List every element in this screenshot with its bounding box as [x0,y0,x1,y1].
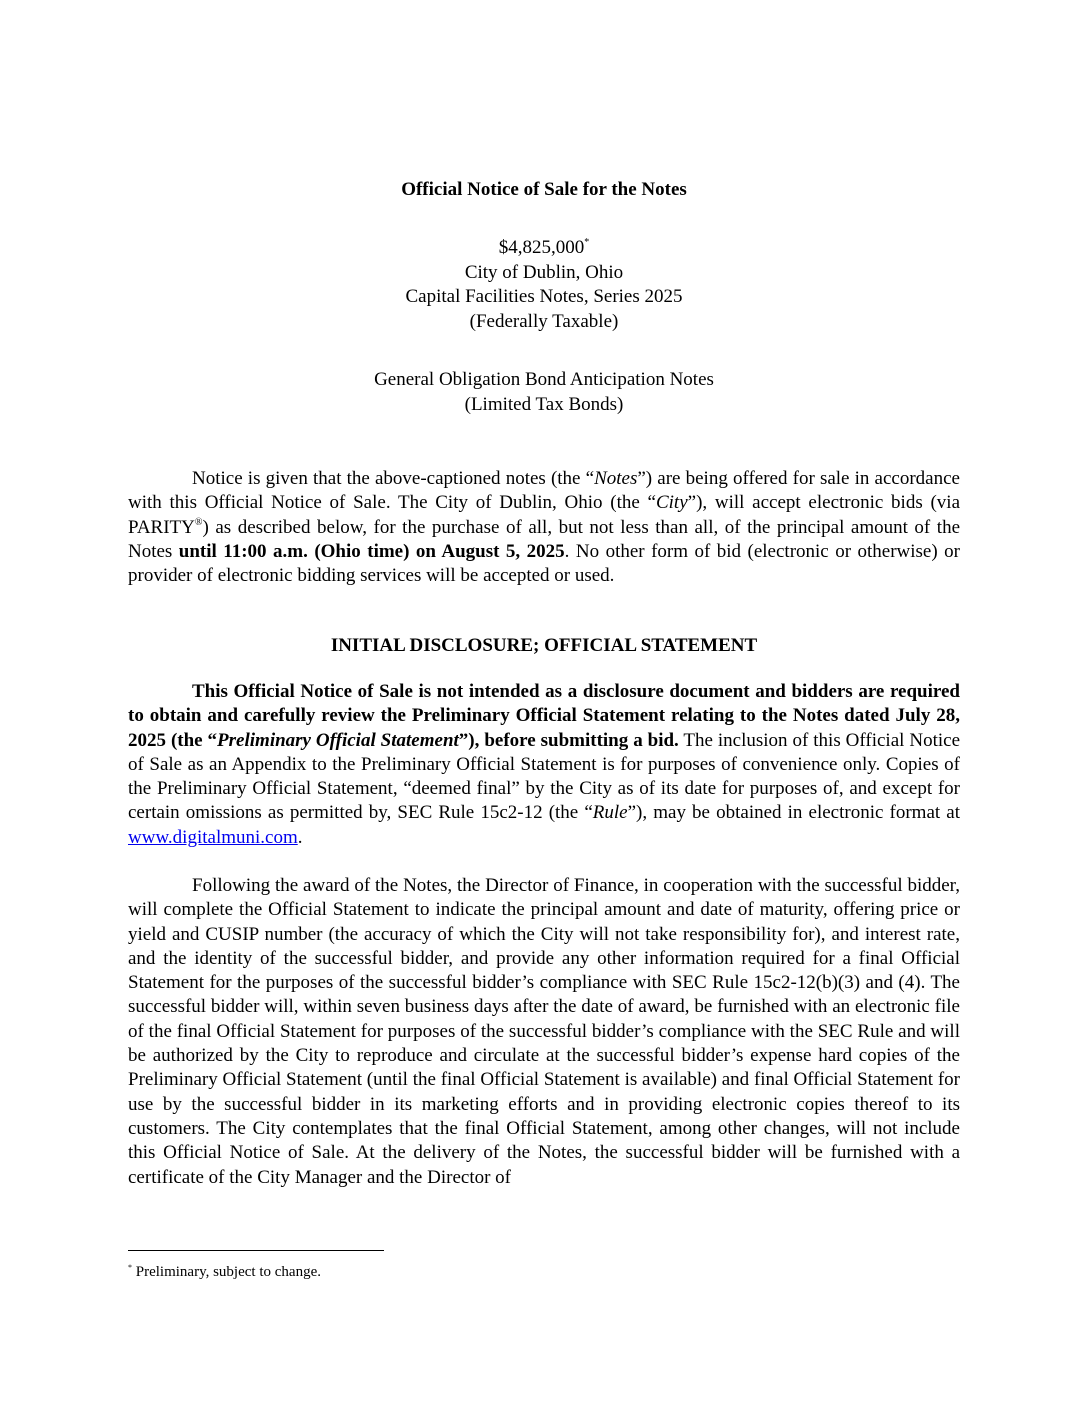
defined-term-rule: Rule [592,802,628,824]
footnote-text: Preliminary, subject to change. [132,1264,321,1280]
caption-issuer: City of Dublin, Ohio [464,261,624,283]
document-title: Official Notice of Sale for the Notes [401,179,687,200]
award-paragraph: Following the award of the Notes, the Director of Finance, in cooperation with the successful bidder, will complete the Official Statement to indicate the principal amount and date of maturity, offering price or yield and CUSIP number (the accuracy of which the City will not take responsibility for), and interest rate, and the identity of the successful bidder, and provide any other information required for a final Official Statement for the purposes of the successful bidder’s compliance with SEC Rule 15c2-12(b)(3) and (4). The successful bidder will, within seven business days after the date of award, be furnished with an electronic file of the final Official Statement for purposes of the successful bidder’s compliance with the SEC Rule and will be authorized by the City to reproduce and circulate at the successful bidder’s expense hard copies of the Preliminary Official Statement (until the final Official Statement is available) and final Official Statement for use by the successful bidder in its marketing efforts and in providing electronic copies thereof to its customers. The City contemplates that the final Official Statement, among other changes, will not include this Official Notice of Sale. At the delivery of the Notes, the successful bidder will be furnished with a certificate of the City Manager and the Director of [128,875,960,1188]
footnote-mark: * [128,1263,132,1272]
caption-type-line2: (Limited Tax Bonds) [464,393,624,415]
caption-tax-status: (Federally Taxable) [469,310,619,332]
notice-paragraph: Notice is given that the above-captioned notes (the “Notes”) are being offered for sale in accordance with this Official Notice of Sale. The City of Dublin, Ohio (the “City”), will accept electronic bids (via PARITY®) as described below, for the purchase of all, but not less than all, of the principal amount of the Notes until 11:00 a.m. (Ohio time) on August 5, 2025. No other form of bid (electronic or otherwise) or provider of electronic bidding services will be accepted or used. [128,468,960,587]
caption-type-line1: General Obligation Bond Anticipation Notes [374,369,714,390]
footnote-separator [128,1250,384,1251]
defined-term-city: City [655,492,688,514]
registered-mark: ® [194,516,203,528]
note-type-caption [128,368,960,417]
note-caption [128,236,960,334]
defined-term-notes: Notes [594,468,638,489]
caption-amount: $4,825,000* [498,237,590,258]
preliminary-asterisk: * [584,237,590,248]
bid-deadline: until 11:00 a.m. (Ohio time) on August 5, 2025 [178,540,565,562]
digitalmuni-link[interactable]: www.digitalmuni.com [128,826,298,848]
caption-series: Capital Facilities Notes, Series 2025 [405,286,683,307]
footnote [128,1262,960,1282]
defined-term-pos: Preliminary Official Statement [217,729,459,751]
disclosure-paragraph: This Official Notice of Sale is not intended as a disclosure document and bidders are required to obtain and carefully review the Preliminary Official Statement relating to the Notes dated July 28, 2025 (the “Preliminary Official Statement”), before submitting a bid. The inclusion of this Official Notice of Sale as an Appendix to the Preliminary Official Statement is for purposes of convenience only. Copies of the Preliminary Official Statement, “deemed final” by the City as of its date for purposes of, and except for certain omissions as permitted by, SEC Rule 15c2-12 (the “Rule”), may be obtained in electronic format at www.digitalmuni.com. [128,681,960,848]
section-heading-initial-disclosure: INITIAL DISCLOSURE; OFFICIAL STATEMENT [330,635,758,656]
